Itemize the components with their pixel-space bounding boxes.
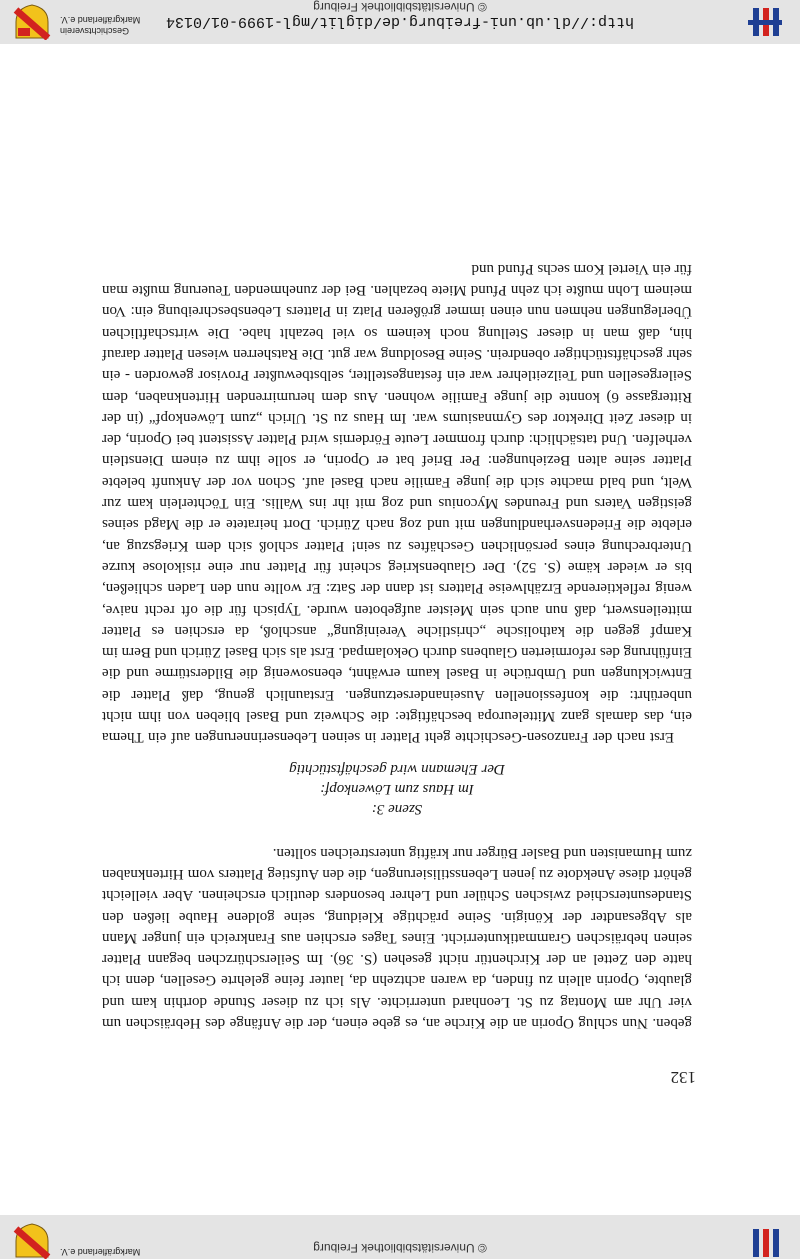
copyright-notice: © Universitätsbibliothek Freiburg (313, 0, 487, 14)
scene-title: Im Haus zum Löwenkopf: (320, 781, 474, 798)
page-url[interactable]: http://dl.ub.uni-freiburg.de/diglit/mgl-1999-01/0134 (165, 13, 635, 30)
page-body (102, 258, 692, 1034)
scene-subtitle: Der Ehemann wird geschäftstüchtig (289, 761, 505, 778)
bottom-society-name: Markgräflerland e.V. (60, 1247, 141, 1257)
coat-of-arms-icon (12, 4, 52, 40)
paragraph-main: Erst nach der Franzosen-Geschichte geht Platter in seinen Lebenserinnerungen auf ein Thema ein, das damals ganz Mitteleuropa beschäftigte: die Schweiz und Basel blieben von ihm nicht unberührt: die konfessionellen Auseinandersetzungen. Erstaunlich genug, daß Platter die Entwicklungen und Umbrüche in Basel kaum erwähnt, ebensowenig die Bilderstürme und die Einführung des reformierten Glaubens durch Oekolampad. Erst als sich Basel Zürich und Bern im Kampf gegen die katholische „christliche Vereinigung“ anschloß, da erschien es Platter mitteilenswert, daß nun auch sein Meister aufgeboten wurde. Typisch für die oft recht naive, wenig reflektierende Erzählweise Platters ist dann der Satz: Er wollte nun den Laden schließen, bis er wieder käme (S. 52). Der Glaubenskrieg scheint für Platter nur eine risikolose kurze Unterbrechung eines persönlichen Geschäftes zu sein! Platter schloß sich dem Kriegszug an, erlebte die Friedensverhandlungen mit und zog nach Zürich. Dort heiratete er die Magd seines geistigen Vaters und Freundes Myconius und zog mit ihr ins Wallis. Ein Töchterlein kam zur Welt, und bald machte sich die junge Familie nach Basel auf. Schon vor der Ankunft belebte Platter seine alten Beziehungen: Per Brief bat er Oporin, er solle ihm zu einem Dienstlein verhelfen. Und tatsächlich: durch frommer Leute Fördernis wird Platter Assistent bei Oporin, der in dieser Zeit Direktor des Gymnasiums war. Im Haus zu St. Ulrich „zum Löwenkopf“ (in der Rittergasse 6) konnte die junge Familie wohnen. Aus dem herumirrenden Hirtenknaben, dem Seilergesellen und Teilzeitlehrer war ein festangestellter, selbstbewußter Provisor geworden - ein sehr geschäftstüchtiger obendrein. Seine Besoldung war gut. Die Ratsherren wiesen Platter darauf hin, daß man in dieser Stellung noch keinem so viel bezahlt habe. Die wirtschaftlichen Überlegungen nehmen nun einen immer größeren Platz in Platters Lebensbeschreibung ein: Von meinem Lohn mußte ich zehn Pfund Miete bezahlen. Bei der zunehmenden Teuerung mußte man für ein Viertel Korn sechs Pfund und (102, 260, 692, 746)
bottom-copyright: © Universitätsbibliothek Freiburg (313, 1241, 487, 1255)
society-name: Geschichtsverein Markgräflerland e.V. (60, 15, 141, 36)
viewer-header-bar (0, 1215, 800, 1259)
bottom-coat-of-arms-icon (12, 1223, 52, 1259)
scene-heading: Szene 3: (371, 801, 423, 818)
bottom-university-logo-icon (748, 1227, 782, 1259)
paragraph-continued: geben. Nun schlug Oporin an die Kirche an, es gebe einen, der die Anfänge des Hebräischen um vier Uhr am Montag zu St. Leonhard unterrichte. Als ich zu dieser Stunde dorthin kam und glaubte, Oporin allein zu finden, da waren achtzehn da, lauter feine gelehrte Gesellen, denn ich hatte den Zettel an der Kirchentür nicht gesehen (S. 36). Im Seilerschürzchen begann Platter seinen hebräischen Grammatikunterricht. Eines Tages erschien aus Frankreich ein junger Mann als Abgesandter der Königin. Seine prächtige Kleidung, seine goldene Haube ließen den Standesunterschied zwischen Schüler und Lehrer besonders deutlich erscheinen. Aber vielleicht gehört diese Anekdote zu jenen Lebensstilisierungen, die den Aufstieg Platters vom Hirtenknaben zum Humanisten und Basler Bürger nur kräftig unterstreichen sollten. (102, 844, 692, 1031)
page-number: 132 (670, 1068, 696, 1087)
viewer-footer-bar (0, 0, 800, 44)
